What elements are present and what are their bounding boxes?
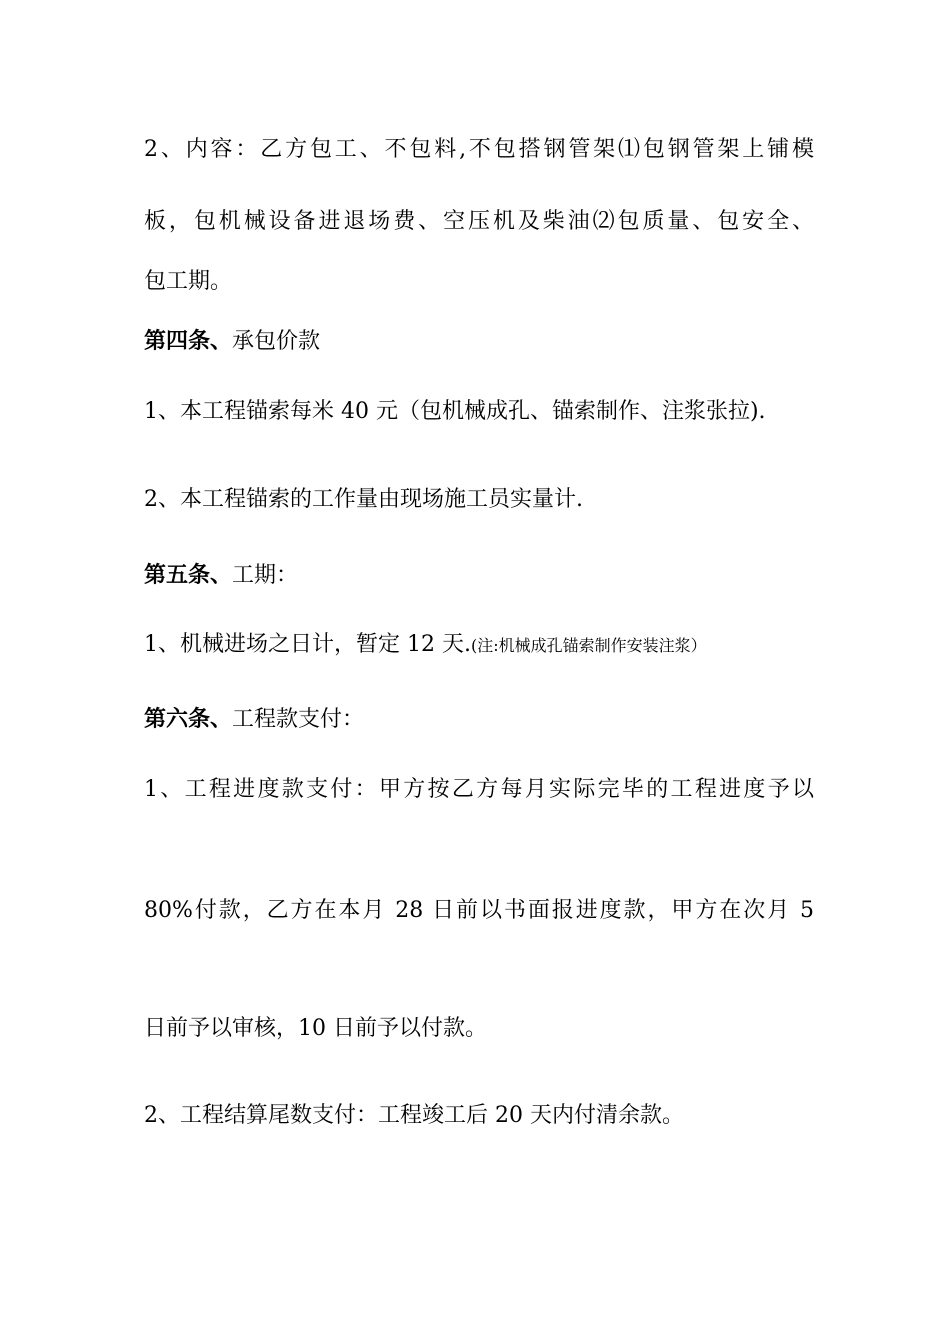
article6-item1-line1: 1、工程进度款支付：甲方按乙方每月实际完毕的工程进度予以 [144,777,814,802]
article4-heading [144,326,814,357]
article3-item2-line2: 板，包机械设备进退场费、空压机及柴油⑵包质量、包安全、 [144,209,814,234]
article6-item1-line2: 80%付款，乙方在本月 28 日前以书面报进度款，甲方在次月 5 [144,898,814,923]
article6-item1-line3: 日前予以审核，10 日前予以付款。 [144,1016,487,1041]
article5-heading [144,560,814,591]
article4-heading-number: 第四条、 [144,328,233,354]
article5-item1-text: 1、机械进场之日计，暂定 12 天. [144,632,471,657]
article4-item1: 1、本工程锚索每米 40 元（包机械成孔、锚索制作、注浆张拉). [144,399,766,424]
article5-heading-title: 工期： [232,563,299,588]
article3-item2-line3: 包工期。 [144,269,233,294]
article3-item2-line1: 2、内容：乙方包工、不包料,不包搭钢管架⑴包钢管架上铺模 [144,137,814,162]
article5-heading-number: 第五条、 [144,562,233,588]
article6-heading [144,704,814,735]
article4-item2: 2、本工程锚索的工作量由现场施工员实量计. [144,487,583,512]
article6-item2: 2、工程结算尾数支付：工程竣工后 20 天内付清余款。 [144,1103,684,1128]
article6-heading-title: 工程款支付： [232,707,365,732]
article6-heading-number: 第六条、 [144,706,233,732]
article5-item1 [144,630,814,661]
article5-item1-note: (注:机械成孔锚索制作安装注浆） [470,636,707,655]
article4-heading-title: 承包价款 [232,329,321,354]
